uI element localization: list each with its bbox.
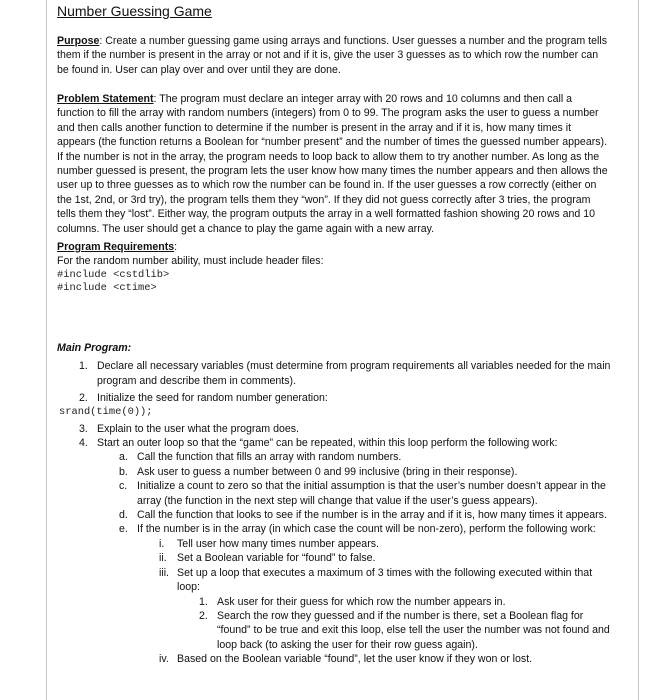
sub-list-item: d. Call the function that looks to see if the number is in the array and if it is, how many times it appears.: [119, 509, 607, 522]
main-program-heading: Main Program:: [57, 342, 132, 354]
purpose-paragraph: [57, 34, 609, 77]
page-border-left: [46, 0, 47, 700]
page-title: Number Guessing Game: [57, 3, 212, 19]
sub-list-item: b. Ask user to guess a number between 0 and 99 inclusive (bring in their response).: [119, 465, 518, 478]
list-item: 3. Explain to the user what the program does.: [79, 422, 299, 435]
main-program-section: [57, 341, 617, 667]
inner-list-item: 2. Search the row they guessed and if the number is there, set a Boolean flag for “found” to be true and exit this loop, else tell the user the number was not found and loop back (to asking the user for their row guess again).: [199, 609, 610, 651]
list-item: 2. Initialize the seed for random number generation:: [79, 392, 328, 405]
document-page: [57, 0, 625, 700]
program-requirements-colon: :: [174, 241, 178, 253]
purpose-label: Purpose: [57, 35, 100, 47]
sub-list-item: e. If the number is in the array (in which case the count will be non-zero), perform the following work:: [119, 523, 596, 536]
page-border-right: [638, 0, 639, 700]
roman-list-item: i. Tell user how many times number appears.: [159, 537, 379, 550]
problem-statement-text: : The program must declare an integer array with 20 rows and 10 columns and then call a function to fill the array with random numbers (integers) from 0 to 99. The program asks the user to guess a number and then calls another function to determine if the number is present in the array and if it is, how many times it appears (the function returns a Boolean for “number present” and the number of times the guessed number appears). If the number is not in the array, the program needs to loop back to allow them to try another number. As long as the number guessed is present, the program lets the user know how many times the number appears and then allows the user up to three guesses as to which row the number can be found in. If the user guesses a row correctly (either on the 1st, 2nd, or 3rd try), the program tells them they “won”. If they did not guess correctly after 3 tries, the program tells them they “lost”. Either way, the program outputs the array in a well formatted fashion showing 20 rows and 10 columns. The user should get a chance to play the game again with a new array.: [57, 93, 608, 235]
include-line: #include <ctime>: [57, 281, 157, 294]
inner-list-item: 1. Ask user for their guess for which row the number appears in.: [199, 595, 506, 608]
problem-statement-label: Problem Statement: [57, 93, 154, 105]
roman-list-item: iv. Based on the Boolean variable “found”, let the user know if they won or lost.: [159, 653, 533, 666]
list-item: 4. Start an outer loop so that the “game” can be repeated, within this loop perform the following work:: [79, 437, 558, 450]
purpose-text: : Create a number guessing game using arrays and functions. User guesses a number and the program tells them if the number is present in the array or not and if it is, give the user 3 guesses as to which row the number can be found in. User can play over and over until they are done.: [57, 35, 607, 76]
problem-statement-paragraph: [57, 92, 609, 236]
roman-list-item: ii. Set a Boolean variable for “found” to false.: [159, 552, 376, 565]
code-line: srand(time(0));: [59, 405, 153, 418]
roman-list-item: iii. Set up a loop that executes a maximum of 3 times with the following executed within that loop:: [159, 566, 593, 594]
sub-list-item: a. Call the function that fills an array with random numbers.: [119, 451, 402, 464]
requirements-intro: For the random number ability, must include header files:: [57, 255, 324, 268]
list-item: 1. Declare all necessary variables (must determine from program requirements all variables needed for the main program and describe them in comments).: [79, 360, 611, 387]
include-line: #include <cstdlib>: [57, 268, 170, 281]
program-requirements-section: [57, 240, 609, 295]
sub-list-item: c. Initialize a count to zero so that the initial assumption is that the user’s number doesn’t appear in the array (the function in the next step will change that value if the user’s guess appears).: [119, 480, 606, 507]
program-requirements-label: Program Requirements: [57, 241, 175, 253]
